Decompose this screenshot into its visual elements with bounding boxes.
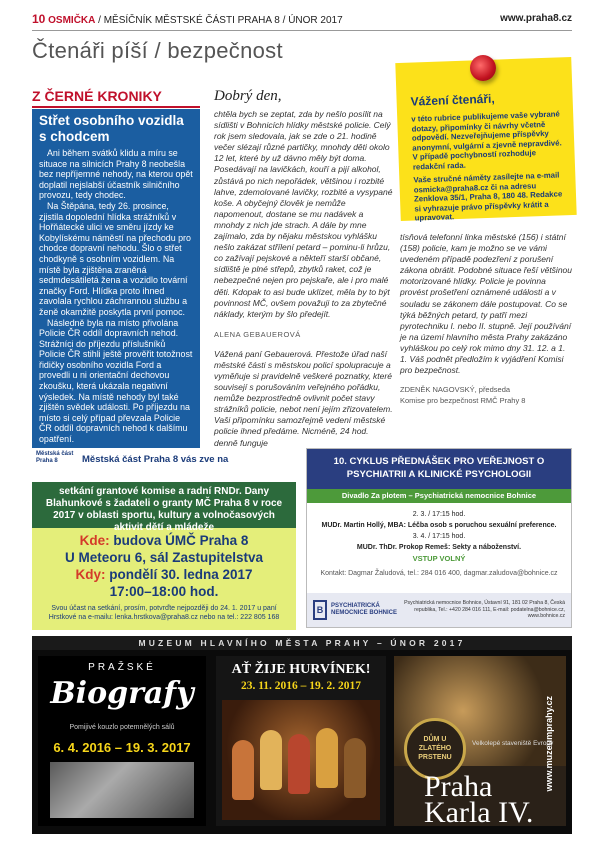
header-url[interactable]: www.praha8.cz [500, 13, 572, 24]
puppet-figure [260, 730, 282, 790]
entry-free: VSTUP VOLNÝ [412, 554, 466, 563]
lectures-ad [306, 448, 572, 628]
note-text: v této rubrice publikujeme vaše vybrané dotazy, připomínky či návrhy včetně odpovědí. Nezveřejňujeme příspěvky anonymní, vulgární a zjevně nepravdivé. V případě pochybností rozhoduje redakční rada. [411, 109, 562, 172]
lecture-date: 2. 3. / 17:15 hod. [412, 511, 466, 518]
ring-house-seal: DŮM U ZLATÉHO PRSTENU [404, 718, 466, 780]
kronika-paragraph: Následně byla na místo přivolána Policie ČR oddíl dopravních nehod. Strážníci do příjezdu příslušníků Policie ČR stihli ještě prověřit totožnost řidičky osobního vozidla Ford a provedli u ni orientační dechovou zkoušku, která ukázala negativní výsledek. Na místě nehody byl také zjištěn svědek události. Po příjezdu na místo si celý případ převzala Policie ČR oddíl dopravních nehod k dalšímu opatření. [39, 317, 193, 445]
page-header [32, 12, 572, 28]
karel-title: Praha Karla IV. [424, 770, 534, 829]
lecture-date: 3. 4. / 17:15 hod. [412, 533, 466, 540]
address-value: U Meteoru 6, sál Zastupitelstva [64, 550, 264, 565]
municipality-logo: Městská část Praha 8 [36, 451, 74, 464]
pushpin-icon [470, 55, 496, 81]
lectures-schedule [307, 503, 571, 579]
biografy-title: Biografy [50, 676, 194, 711]
hospital-address: Psychiatrická nemocnice Bohnice, Ústavní 91, 181 02 Praha 8, Česká republika, Tel.: +420 284 016 111, E-mail: podatelna@bohnice.cz, www.bohnice.cz [404, 600, 565, 620]
time-value: 17:00–18:00 hod. [109, 584, 219, 599]
lecture-title: MUDr. ThDr. Prokop Remeš: Sekty a náboženství. [356, 544, 522, 551]
section-title: Čtenáři píší / bezpečnost [32, 38, 283, 63]
letter-signature: ALENA GEBAUEROVÁ [214, 329, 301, 339]
cinema-photo [50, 762, 194, 818]
lectures-contact: Kontakt: Dagmar Žaludová, tel.: 284 016 400, dagmar.zaludova@bohnice.cz [320, 570, 558, 577]
kronika-paragraph: Ani během svátků klidu a míru se situace na silnicích Prahy 8 neobešla bez nepříjemné nehody, na kterou opět doplatil nejslabší účastník silničního provozu, tedy chodec. [39, 148, 193, 201]
lecture-title: MUDr. Martin Hollý, MBA: Léčba osob s poruchou sexuální preference. [321, 522, 557, 529]
puppet-figure [344, 738, 366, 798]
biografy-dates: 6. 4. 2016 – 19. 3. 2017 [53, 740, 191, 755]
where-label: Kde: [79, 533, 110, 548]
when-value: pondělí 30. ledna 2017 [109, 567, 253, 582]
grant-meeting-ad [32, 448, 296, 630]
hospital-logo-icon: B [313, 600, 327, 620]
reply-signature-name: ZDENĚK NAGOVSKÝ, předseda [400, 385, 511, 395]
puppet-figure [232, 740, 254, 800]
reply-signature-role: Komise pro bezpečnost RMČ Prahy 8 [400, 396, 526, 406]
letter-greeting: Dobrý den, [214, 88, 282, 104]
kronika-rule [32, 106, 200, 108]
karel-side-text: Velkolepé staveniště Evropy [472, 740, 554, 747]
note-contact: Vaše stručné náměty zasílejte na e-mail osmicka@praha8.cz či na adresu Zenklova 35/1, Praha 8, 180 48. Redakce si vyhrazuje právo příspěvky krátit a upravovat. [413, 170, 563, 223]
museum-url[interactable]: www.muzeumprahy.cz [544, 696, 554, 792]
biografy-panel [38, 656, 206, 826]
note-title: Vážení čtenáři, [410, 91, 495, 109]
lectures-title: 10. CYKLUS PŘEDNÁŠEK PRO VEŘEJNOST O PSYCHIATRII A KLINICKÉ PSYCHOLOGII [307, 449, 571, 489]
hospital-logo-bar [307, 593, 571, 627]
biografy-kicker: PRAŽSKÉ [88, 662, 156, 673]
ad-invite-title: Městská část Praha 8 vás zve na [82, 454, 229, 465]
when-label: Kdy: [75, 567, 106, 582]
puppets-photo [222, 700, 380, 820]
reply-signature [400, 384, 572, 406]
letter-column [214, 88, 394, 449]
letter-body: chtěla bych se zeptat, zda by nešlo posílit na sídlišti v Bohnicích hlídky městské policie. Celý rok jsem sledovala, jak se zde o 21. hodině večer slézají různé partičky, mnohdy děti okolo 12 let, které by už dávno měly být doma. Posedávají na lavičkách, kouří a pijí alkohol, zůstává po nich nepořádek, většinou i rozbité lahve, zdemolované lavičky, rozbité a vysypané koše. A obyčejný člověk je nemůže napomenout, dostane se mu nadávek a mnohdy z nich jde strach. A dále by mne zajímalo, zda by nějaku městskou vyhlášku nešlo zakázat střílení petard – pominu-li hrůzu, co zažívají pejskové a někteří starší občané, sídliště je plné střepů, zbytků raket, což je nebezpečné nejen pro pejskaře, ale i pro malé děti. Kdopak to asi bude uklízet, měla by to být povinnost MČ, ovšem považuji to za zbytečné náklady, kterým by šlo předejít. [214, 109, 393, 319]
kronika-headline: Střet osobního vozidla s chodcem [39, 113, 184, 144]
puppet-figure [316, 728, 338, 788]
karel-panel [394, 656, 566, 829]
museum-strip [32, 636, 572, 834]
hurvinek-dates: 23. 11. 2016 – 19. 2. 2017 [240, 680, 362, 692]
reply-continuation: tísňová telefonní linka městské (156) i státní (158) policie, kam je možno se ve vámi uvedeném případě podezření z porušení zákona obrátit. Podobné situace řeší většinou motorizované hlídky. Policie je povinna provést prošetření oznámené události a v souladu se zákonem dále postupovat. Co se týká běžných petard, ty patří mezi pyrotechniku I. nebo II. stupně. Její používání je na území hlavního města Prahy zakázáno vyhláškou po celý rok mimo dny 31. 12. a 1. 1. Váš podnět předložím k vyjádření Komisi pro bezpečnost. [400, 232, 572, 376]
kronika-box [32, 109, 200, 451]
biografy-subtitle: Pomijivé kouzlo potemnělých sálů [69, 724, 175, 731]
header-rule [32, 30, 572, 31]
header-subtitle: / MĚSÍČNÍK MĚSTSKÉ ČÁSTI PRAHA 8 / ÚNOR 2017 [98, 15, 343, 26]
reply-body: Vážená paní Gebauerová. Přestože úřad naší městské části s městskou policí spolupracuje a vyměňuje si pravidelně veškeré poznatky, které souvisejí s porušováním veřejného pořádku, nemůže bezprostředně ovlivnit počet stavy strážníků policie, nebot není jejím zřizovatelem. Vaši připomínku samozřejmě vedení městské policie ihned předáme. Nicméně, 24 hod. denně funguje [214, 348, 393, 448]
hurvinek-panel [216, 656, 386, 826]
puppet-figure [288, 734, 310, 794]
kronika-paragraph: Na Štěpána, tedy 26. prosince, zjistila dopolední hlídka strážníků v Hořňátecké ulici ve směru jízdy ke Kobylískému náměstí na přechodu pro chodce dopravní nehodu. Šlo o střet chodkyně s osobním vozidlem. Na místě byla zjištěna zraněná sedmdesátiletá žena a vozidlo tovární značky Ford. Hlídka proto ihned zavolala rychlou záchrannou službu a ženě okamžitě poskytla první pomoc. [39, 200, 191, 317]
ad-details [32, 532, 296, 600]
hurvinek-title: AŤ ŽIJE HURVÍNEK! [231, 662, 371, 677]
kronika-label: Z ČERNÉ KRONIKY [32, 88, 162, 104]
where-value: budova ÚMČ Praha 8 [113, 533, 249, 548]
ad-band: setkání grantové komise a radní RNDr. Dany Blahunkové s žadateli o granty MČ Praha 8 v roce 2017 v oblasti sportu, kultury a volnočasových aktivit dětí a mládeže [32, 482, 296, 528]
page-number: 10 [32, 12, 46, 26]
lectures-subtitle: Divadlo Za plotem – Psychiatrická nemocnice Bohnice [307, 489, 571, 503]
brand-name: OSMIČKA [48, 15, 96, 26]
hospital-name: PSYCHIATRICKÁ NEMOCNICE BOHNICE [331, 603, 398, 616]
reply-column [400, 232, 572, 406]
ad-top [32, 448, 296, 482]
museum-bar: MUZEUM HLAVNÍHO MĚSTA PRAHY – ÚNOR 2017 [32, 636, 572, 650]
readers-note [395, 57, 576, 221]
ad-footer: Svou účast na setkání, prosím, potvrďte nejpozději do 24. 1. 2017 u paní Hrstkové na e-mailu: lenka.hrstkova@praha8.cz nebo na tel.: 222 805 168 [48, 605, 280, 621]
